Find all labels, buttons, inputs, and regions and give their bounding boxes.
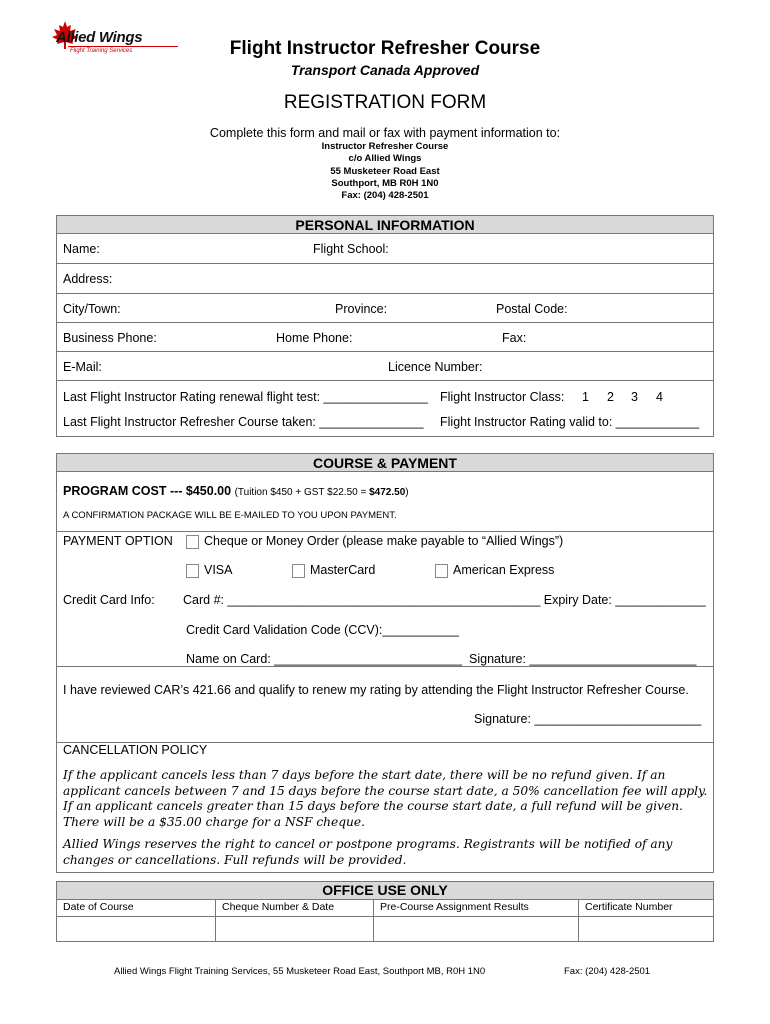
card-number-field[interactable]: Card #: _____________________________________________ Expiry Date: _____________ [183, 593, 706, 607]
office-use-table [56, 899, 714, 942]
page-subtitle: Transport Canada Approved [290, 62, 480, 78]
logo-subtitle: Flight Training Services [70, 48, 133, 54]
footer-address: Allied Wings Flight Training Services, 55 Musketeer Road East, Southport MB, R0H 1N0 [114, 966, 486, 977]
tuition-total: $472.50 [369, 487, 406, 498]
tuition-note [235, 487, 409, 498]
car-statement: I have reviewed CAR’s 421.66 and qualify to renew my rating by attending the Flight Instructor Refresher Course. [63, 683, 689, 697]
flight-school-field[interactable]: Flight School: [313, 242, 389, 256]
address-line: 55 Musketeer Road East [330, 165, 440, 177]
licence-number-field[interactable]: Licence Number: [388, 360, 483, 374]
footer-fax: Fax: (204) 428-2501 [564, 966, 651, 977]
logo-name: Allied Wings [56, 29, 143, 46]
address-line: Instructor Refresher Course [321, 141, 449, 152]
cancellation-heading: CANCELLATION POLICY [63, 743, 208, 757]
program-cost [63, 484, 409, 498]
postal-code-field[interactable]: Postal Code: [496, 302, 568, 316]
office-column-header: Pre-Course Assignment Results [374, 900, 579, 917]
form-title: REGISTRATION FORM [283, 92, 487, 113]
page-title: Flight Instructor Refresher Course [229, 38, 541, 59]
car-signature-field[interactable]: Signature: ________________________ [474, 712, 702, 726]
office-column-header: Certificate Number [579, 900, 714, 917]
payment-option-label: PAYMENT OPTION [63, 534, 173, 548]
amex-checkbox[interactable] [435, 564, 448, 578]
address-line: c/o Allied Wings [348, 153, 422, 165]
cheque-checkbox[interactable] [186, 535, 199, 549]
course-payment-heading: COURSE & PAYMENT [57, 454, 713, 472]
province-field[interactable]: Province: [335, 302, 388, 316]
cancellation-text: If the applicant cancels less than 7 days before the start date, there will be no refund given. If an applicant cancels between 7 and 15 days before the course start date, a 50% cancellation fee will apply. If an applicant cancels greater than 15 days before the course start date, a full refund will be given. There will be a $35.00 charge for a NSF cheque. [63, 768, 708, 829]
business-phone-field[interactable]: Business Phone: [63, 331, 157, 345]
name-on-card-field[interactable]: Name on Card: ___________________________ [186, 652, 462, 666]
refresher-taken-field[interactable]: Last Flight Instructor Refresher Course taken: _______________ [63, 415, 424, 429]
class-option[interactable]: 3 [631, 390, 638, 404]
mastercard-checkbox[interactable] [292, 564, 305, 578]
tuition-note-close: ) [405, 487, 409, 498]
mail-instruction: Complete this form and mail or fax with payment information to: [209, 126, 561, 140]
email-field[interactable]: E-Mail: [63, 360, 102, 374]
confirmation-notice: A CONFIRMATION PACKAGE WILL BE E-MAILED TO YOU UPON PAYMENT. [63, 510, 397, 521]
program-cost-amount: PROGRAM COST --- $450.00 [63, 484, 232, 498]
mastercard-label: MasterCard [310, 563, 376, 577]
address-line: Southport, MB R0H 1N0 [331, 177, 439, 189]
address-line: Fax: (204) 428-2501 [341, 190, 429, 202]
personal-information-section [56, 215, 714, 437]
office-cell[interactable] [579, 917, 714, 942]
mailing-address [0, 141, 770, 202]
course-payment-section [56, 453, 714, 873]
instructor-class-label: Flight Instructor Class: [440, 390, 565, 404]
class-option[interactable]: 1 [582, 390, 589, 404]
visa-label: VISA [204, 563, 233, 577]
renewal-flight-test-field[interactable]: Last Flight Instructor Rating renewal flight test: _______________ [63, 390, 428, 404]
personal-information-heading: PERSONAL INFORMATION [57, 216, 713, 234]
visa-checkbox[interactable] [186, 564, 199, 578]
reserve-text: Allied Wings reserves the right to cancel or postpone programs. Registrants will be notified of any changes or cancellations. Full refunds will be provided. [63, 837, 673, 867]
office-cell[interactable] [57, 917, 216, 942]
ccv-field[interactable]: Credit Card Validation Code (CCV):___________ [186, 623, 459, 637]
office-cell[interactable] [374, 917, 579, 942]
office-column-header: Date of Course [57, 900, 216, 917]
fax-field[interactable]: Fax: [502, 331, 527, 345]
rating-valid-field[interactable]: Flight Instructor Rating valid to: ____________ [440, 415, 700, 429]
amex-label: American Express [453, 563, 555, 577]
class-option[interactable]: 4 [656, 390, 663, 404]
card-signature-field[interactable]: Signature: ________________________ [469, 652, 697, 666]
tuition-note-text: (Tuition $450 + GST $22.50 = [234, 487, 370, 498]
office-column-header: Cheque Number & Date [216, 900, 374, 917]
credit-card-info-label: Credit Card Info: [63, 593, 155, 607]
city-field[interactable]: City/Town: [63, 302, 121, 316]
office-cell[interactable] [216, 917, 374, 942]
home-phone-field[interactable]: Home Phone: [276, 331, 353, 345]
office-use-heading: OFFICE USE ONLY [56, 881, 714, 900]
name-field[interactable]: Name: [63, 242, 100, 256]
address-field[interactable]: Address: [63, 272, 113, 286]
class-option[interactable]: 2 [607, 390, 614, 404]
cheque-option-label: Cheque or Money Order (please make payable to “Allied Wings”) [204, 534, 564, 548]
